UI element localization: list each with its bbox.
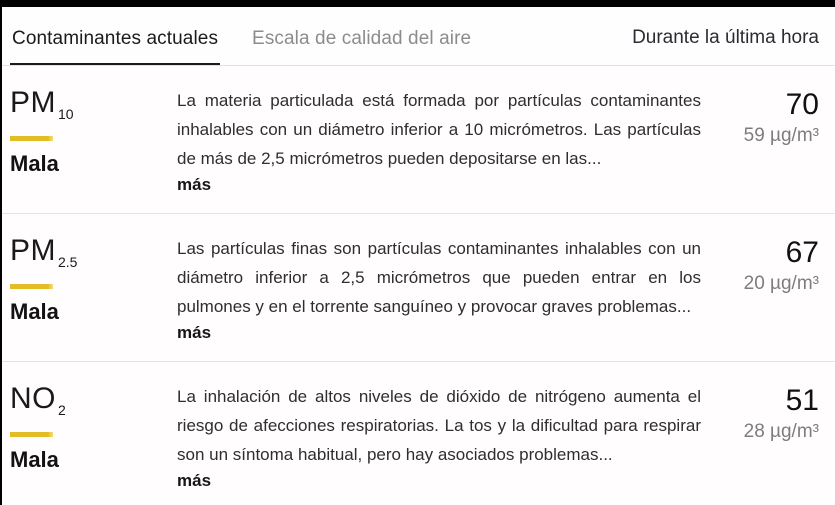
concentration-value: 20 µg/m³ — [743, 273, 819, 294]
pollutant-name-column — [10, 86, 177, 213]
pollutant-name-column — [10, 234, 177, 361]
pollutant-symbol: PM — [10, 234, 56, 267]
pollutant-value-column — [701, 382, 819, 505]
pollutant-value-column — [701, 234, 819, 361]
aqi-index-value: 70 — [785, 88, 819, 121]
status-color-bar — [10, 136, 53, 141]
aqi-index-value: 67 — [785, 236, 819, 269]
left-edge-bar — [0, 0, 2, 505]
pollutant-description: Las partículas finas son partículas contaminantes inhalables con un diámetro inferior a 2,5 micrómetros que pueden entrar en los pulmones y en el torrente sanguíneo y provocar graves problemas... — [177, 239, 701, 316]
air-quality-panel — [2, 7, 835, 505]
pollutant-symbol: NO — [10, 382, 56, 415]
pollutant-row-pm25 — [2, 214, 835, 362]
top-edge-bar — [0, 0, 835, 7]
tab-bar — [2, 7, 835, 66]
pollutant-subscript: 2.5 — [58, 254, 78, 270]
pollutant-description-column — [177, 86, 701, 213]
pollutant-row-pm10 — [2, 66, 835, 214]
status-color-bar — [10, 432, 53, 437]
pollutant-name — [10, 86, 177, 122]
pollutant-description-column — [177, 234, 701, 361]
concentration-value: 28 µg/m³ — [743, 421, 819, 442]
pollutant-name — [10, 382, 177, 418]
more-link[interactable]: más — [177, 323, 212, 342]
status-color-bar — [10, 284, 53, 289]
concentration-value: 59 µg/m³ — [743, 125, 819, 146]
pollutant-description: La inhalación de altos niveles de dióxido de nitrógeno aumenta el riesgo de afecciones respiratorias. La tos y la dificultad para respirar son un síntoma habitual, pero hay asociados problemas... — [177, 387, 701, 464]
status-badge: Mala — [10, 447, 59, 472]
aqi-index-value: 51 — [785, 384, 819, 417]
period-label: Durante la última hora — [632, 27, 819, 48]
tab-current-pollutants[interactable]: Contaminantes actuales — [10, 28, 220, 65]
pollutant-subscript: 10 — [58, 106, 74, 122]
pollutant-row-no2 — [2, 362, 835, 505]
more-link[interactable]: más — [177, 471, 212, 490]
pollutant-name — [10, 234, 177, 270]
pollutant-description: La materia particulada está formada por partículas contaminantes inhalables con un diámetro inferior a 10 micrómetros. Las partículas de más de 2,5 micrómetros pueden depositarse en las... — [177, 91, 701, 168]
pollutant-name-column — [10, 382, 177, 505]
status-badge: Mala — [10, 151, 59, 176]
pollutant-description-column — [177, 382, 701, 505]
status-badge: Mala — [10, 299, 59, 324]
pollutant-value-column — [701, 86, 819, 213]
pollutant-symbol: PM — [10, 86, 56, 119]
more-link[interactable]: más — [177, 175, 212, 194]
pollutant-subscript: 2 — [58, 402, 66, 418]
tab-air-quality-scale[interactable]: Escala de calidad del aire — [252, 28, 472, 49]
